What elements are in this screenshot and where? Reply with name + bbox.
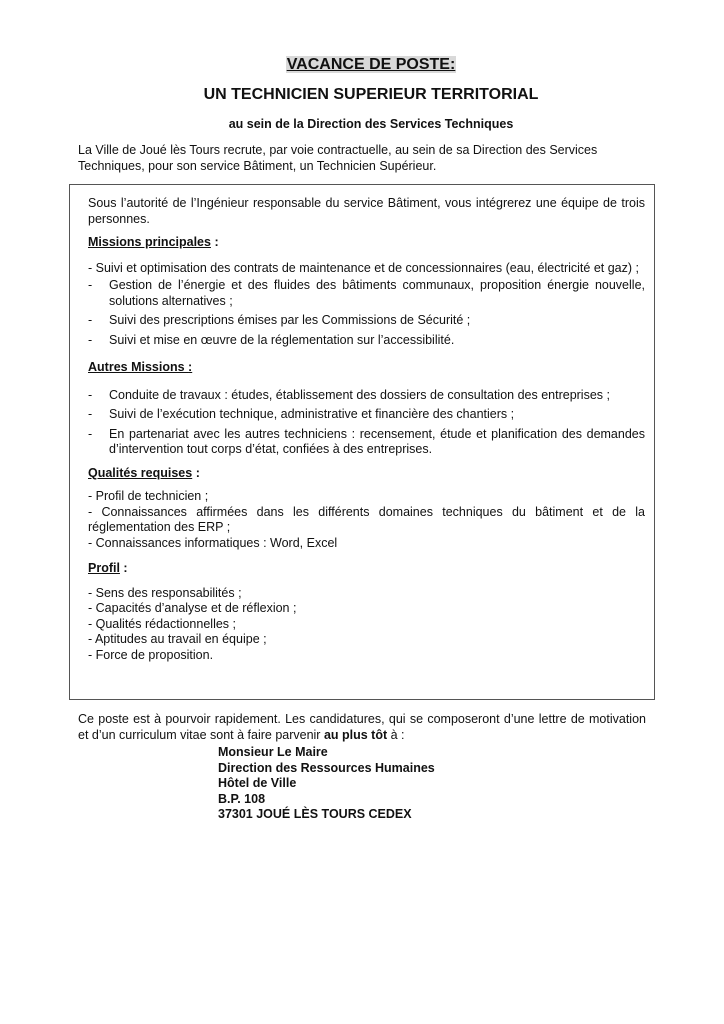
profil-heading-label: Profil [88, 561, 120, 575]
list-item: - Force de proposition. [88, 647, 214, 662]
intro-paragraph: La Ville de Joué lès Tours recrute, par voie contractuelle, au sein de sa Direction des Services Techniques, pour son service Bâtiment, un Technicien Supérieur. [78, 143, 598, 173]
missions-list [88, 278, 645, 348]
bullet-dash: - [88, 387, 93, 402]
list-item [88, 313, 645, 329]
bullet-dash: - [88, 332, 93, 347]
list-item: - Aptitudes au travail en équipe ; [88, 632, 267, 646]
address-line: Monsieur Le Maire [218, 745, 328, 759]
page-title-text: VACANCE DE POSTE: [286, 56, 456, 73]
address-line: B.P. 108 [218, 791, 266, 806]
list-item: - Profil de technicien ; [88, 489, 209, 503]
mailing-address [218, 745, 435, 823]
bullet-dash: - [88, 407, 93, 421]
qualites-list [88, 489, 645, 551]
address-line: Hôtel de Ville [218, 776, 297, 790]
bullet-dash: - [88, 278, 93, 292]
list-item [88, 388, 645, 404]
list-item: - Capacités d’analyse et de réflexion ; [88, 601, 297, 615]
job-description-box [69, 184, 655, 700]
missions-heading [88, 235, 645, 251]
list-item-text: Suivi et mise en œuvre de la réglementation sur l’accessibilité. [109, 332, 455, 347]
missions-heading-label: Missions principales [88, 235, 211, 249]
application-emphasis: au plus tôt [323, 728, 388, 742]
list-item [88, 278, 645, 309]
qualites-heading [88, 466, 645, 482]
list-item-text: Conduite de travaux : études, établissement des dossiers de consultation des entreprises ; [109, 387, 610, 402]
profil-heading-suffix: : [119, 561, 128, 575]
list-item: - Qualités rédactionnelles ; [88, 616, 236, 631]
autres-heading [88, 360, 645, 376]
application-paragraph [78, 711, 646, 743]
page-title [0, 56, 724, 74]
qualites-heading-suffix: : [192, 465, 200, 480]
list-item: - Connaissances affirmées dans les différents domaines techniques du bâtiment et de la réglementation des ERP ; [88, 504, 645, 534]
autres-heading-text: Autres Missions [88, 360, 189, 374]
bullet-dash: - [88, 313, 93, 327]
address-line: 37301 JOUÉ LÈS TOURS CEDEX [218, 807, 412, 821]
job-title: UN TECHNICIEN SUPERIEUR TERRITORIAL [203, 86, 539, 103]
missions-first-item: - Suivi et optimisation des contrats de maintenance et de concessionnaires (eau, électricité et gaz) ; [88, 260, 639, 275]
application-end: à : [387, 728, 405, 742]
list-item: - Connaissances informatiques : Word, Excel [88, 535, 338, 550]
context-paragraph: Sous l’autorité de l’Ingénieur responsable du service Bâtiment, vous intégrerez une équipe de trois personnes. [88, 196, 645, 226]
list-item [88, 407, 645, 423]
profil-heading [88, 561, 645, 577]
profil-list [88, 586, 645, 664]
list-item [88, 333, 645, 349]
autres-list [88, 388, 645, 458]
autres-heading-suffix: : [188, 360, 193, 374]
list-item: - Sens des responsabilités ; [88, 585, 242, 600]
list-item [88, 427, 645, 458]
list-item-text: Gestion de l’énergie et des fluides des bâtiments communaux, proposition énergie nouvelle, solutions alternatives ; [109, 278, 645, 308]
qualites-heading-label: Qualités requises [88, 465, 193, 480]
list-item-text: Suivi de l’exécution technique, administrative et financière des chantiers ; [109, 407, 515, 421]
bullet-dash: - [88, 426, 93, 441]
list-item-text: Suivi des prescriptions émises par les Commissions de Sécurité ; [109, 313, 471, 327]
list-item-text: En partenariat avec les autres techniciens : recensement, étude et planification des demandes d’intervention tout corps d’état, confiées à des entreprises. [109, 426, 645, 456]
department-line: au sein de la Direction des Services Techniques [228, 117, 514, 131]
address-line: Direction des Ressources Humaines [218, 760, 435, 775]
missions-heading-suffix: : [210, 235, 219, 249]
application-text: Ce poste est à pourvoir rapidement. Les candidatures, qui se composeront d’une lettre de motivation et d’un curriculum vitae sont à faire parvenir [78, 712, 646, 742]
autres-heading-label [88, 360, 192, 374]
